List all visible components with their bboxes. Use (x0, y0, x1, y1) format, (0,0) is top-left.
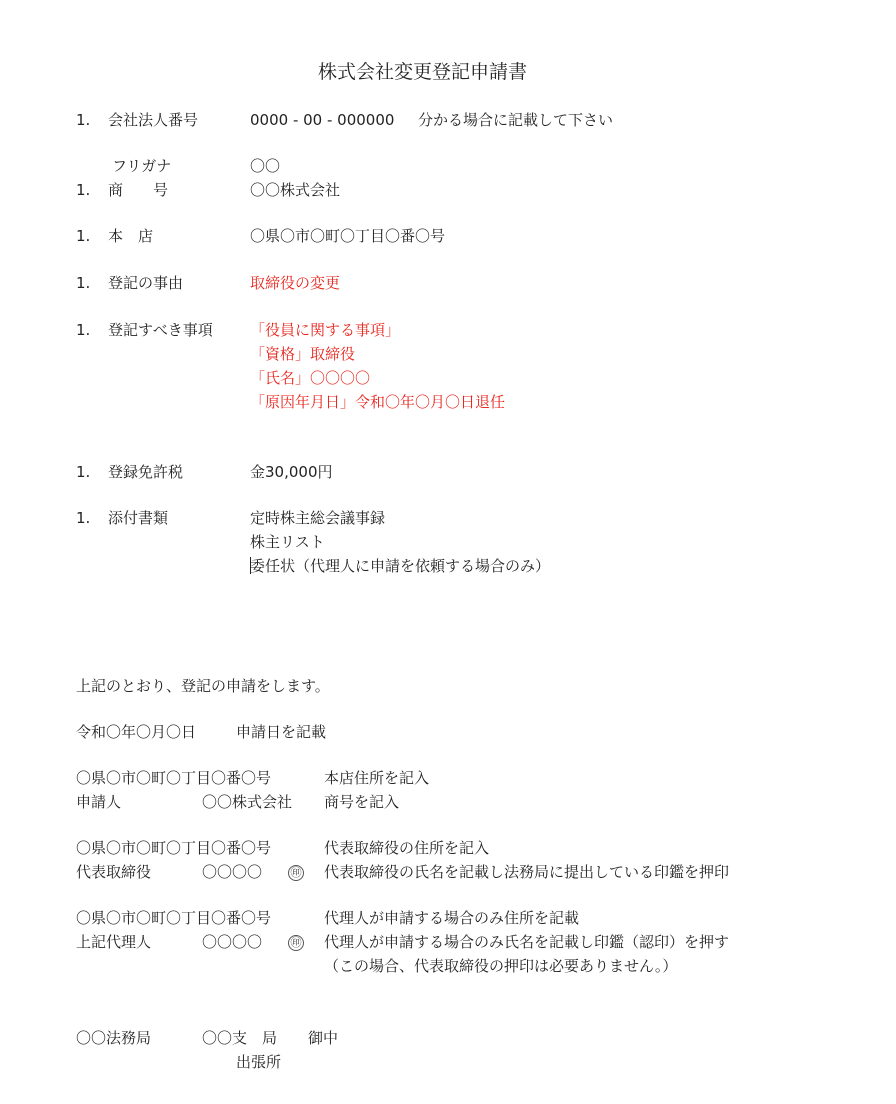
bureau-name: 〇〇法務局 (76, 1029, 152, 1047)
item-bullet: 1. (76, 227, 91, 245)
representative-name-note: 代表取締役の氏名を記載し法務局に提出している印鑑を押印 (324, 863, 730, 881)
reason-value: 取締役の変更 (250, 274, 341, 292)
shogo-value: 〇〇株式会社 (250, 181, 341, 199)
matters-line: 「氏名」〇〇〇〇 (250, 369, 371, 387)
tax-value: 金30,000円 (250, 463, 333, 481)
agent-name-note-2: （この場合、代表取締役の押印は必要ありません。） (324, 957, 678, 975)
matters-line: 「役員に関する事項」 (250, 321, 401, 339)
tax-label: 登録免許税 (108, 463, 184, 481)
representative-address-note: 代表取締役の住所を記入 (324, 839, 490, 857)
item-bullet: 1. (76, 463, 91, 481)
attachment-line: 定時株主総会議事録 (250, 509, 386, 527)
attachment-line-editable[interactable] (250, 556, 550, 576)
attachment-line: 委任状（代理人に申請を依頼する場合のみ） (250, 557, 551, 575)
corp-number-label: 会社法人番号 (108, 111, 199, 129)
reason-label: 登記の事由 (108, 274, 184, 292)
agent-name: 〇〇〇〇 (202, 933, 263, 951)
corp-number-note: 分かる場合に記載して下さい (418, 111, 614, 129)
item-bullet: 1. (76, 111, 91, 129)
representative-label: 代表取締役 (76, 863, 152, 881)
honten-value: 〇県〇市〇町〇丁目〇番〇号 (250, 227, 446, 245)
closing-statement: 上記のとおり、登記の申請をします。 (76, 677, 330, 695)
honten-label: 本 店 (108, 227, 154, 245)
furigana-label: フリガナ (112, 157, 172, 175)
attachment-line: 株主リスト (250, 533, 325, 551)
branch-name: 〇〇支 局 (202, 1029, 278, 1047)
furigana-value: 〇〇 (250, 157, 281, 175)
seal-mark (288, 932, 304, 952)
applicant-name-note: 商号を記入 (324, 793, 400, 811)
representative-name: 〇〇〇〇 (202, 863, 263, 881)
agent-address-note: 代理人が申請する場合のみ住所を記載 (324, 909, 580, 927)
matters-line: 「原因年月日」令和〇年〇月〇日退任 (250, 393, 506, 411)
seal-icon: ㊞ (288, 865, 304, 881)
seal-icon: ㊞ (288, 935, 304, 951)
application-date: 令和〇年〇月〇日 (76, 723, 197, 741)
representative-address: 〇県〇市〇町〇丁目〇番〇号 (76, 839, 272, 857)
applicant-address: 〇県〇市〇町〇丁目〇番〇号 (76, 769, 272, 787)
applicant-address-note: 本店住所を記入 (324, 769, 430, 787)
applicant-name: 〇〇株式会社 (202, 793, 293, 811)
addressee-greeting: 御中 (308, 1029, 339, 1047)
corp-number-value: 0000 - 00 - 000000 (250, 111, 395, 129)
item-bullet: 1. (76, 509, 91, 527)
agent-label: 上記代理人 (76, 933, 152, 951)
item-bullet: 1. (76, 274, 91, 292)
agent-address: 〇県〇市〇町〇丁目〇番〇号 (76, 909, 272, 927)
document-title: 株式会社変更登記申請書 (318, 61, 528, 83)
matters-label: 登記すべき事項 (108, 321, 213, 339)
agent-name-note: 代理人が申請する場合のみ氏名を記載し印鑑（認印）を押す (324, 933, 730, 951)
matters-line: 「資格」取締役 (250, 345, 356, 363)
application-date-note: 申請日を記載 (236, 723, 327, 741)
item-bullet: 1. (76, 181, 91, 199)
office-name: 出張所 (236, 1053, 282, 1071)
applicant-label: 申請人 (76, 793, 122, 811)
item-bullet: 1. (76, 321, 91, 339)
shogo-label: 商 号 (108, 181, 169, 199)
seal-mark (288, 862, 304, 882)
attachments-label: 添付書類 (108, 509, 169, 527)
